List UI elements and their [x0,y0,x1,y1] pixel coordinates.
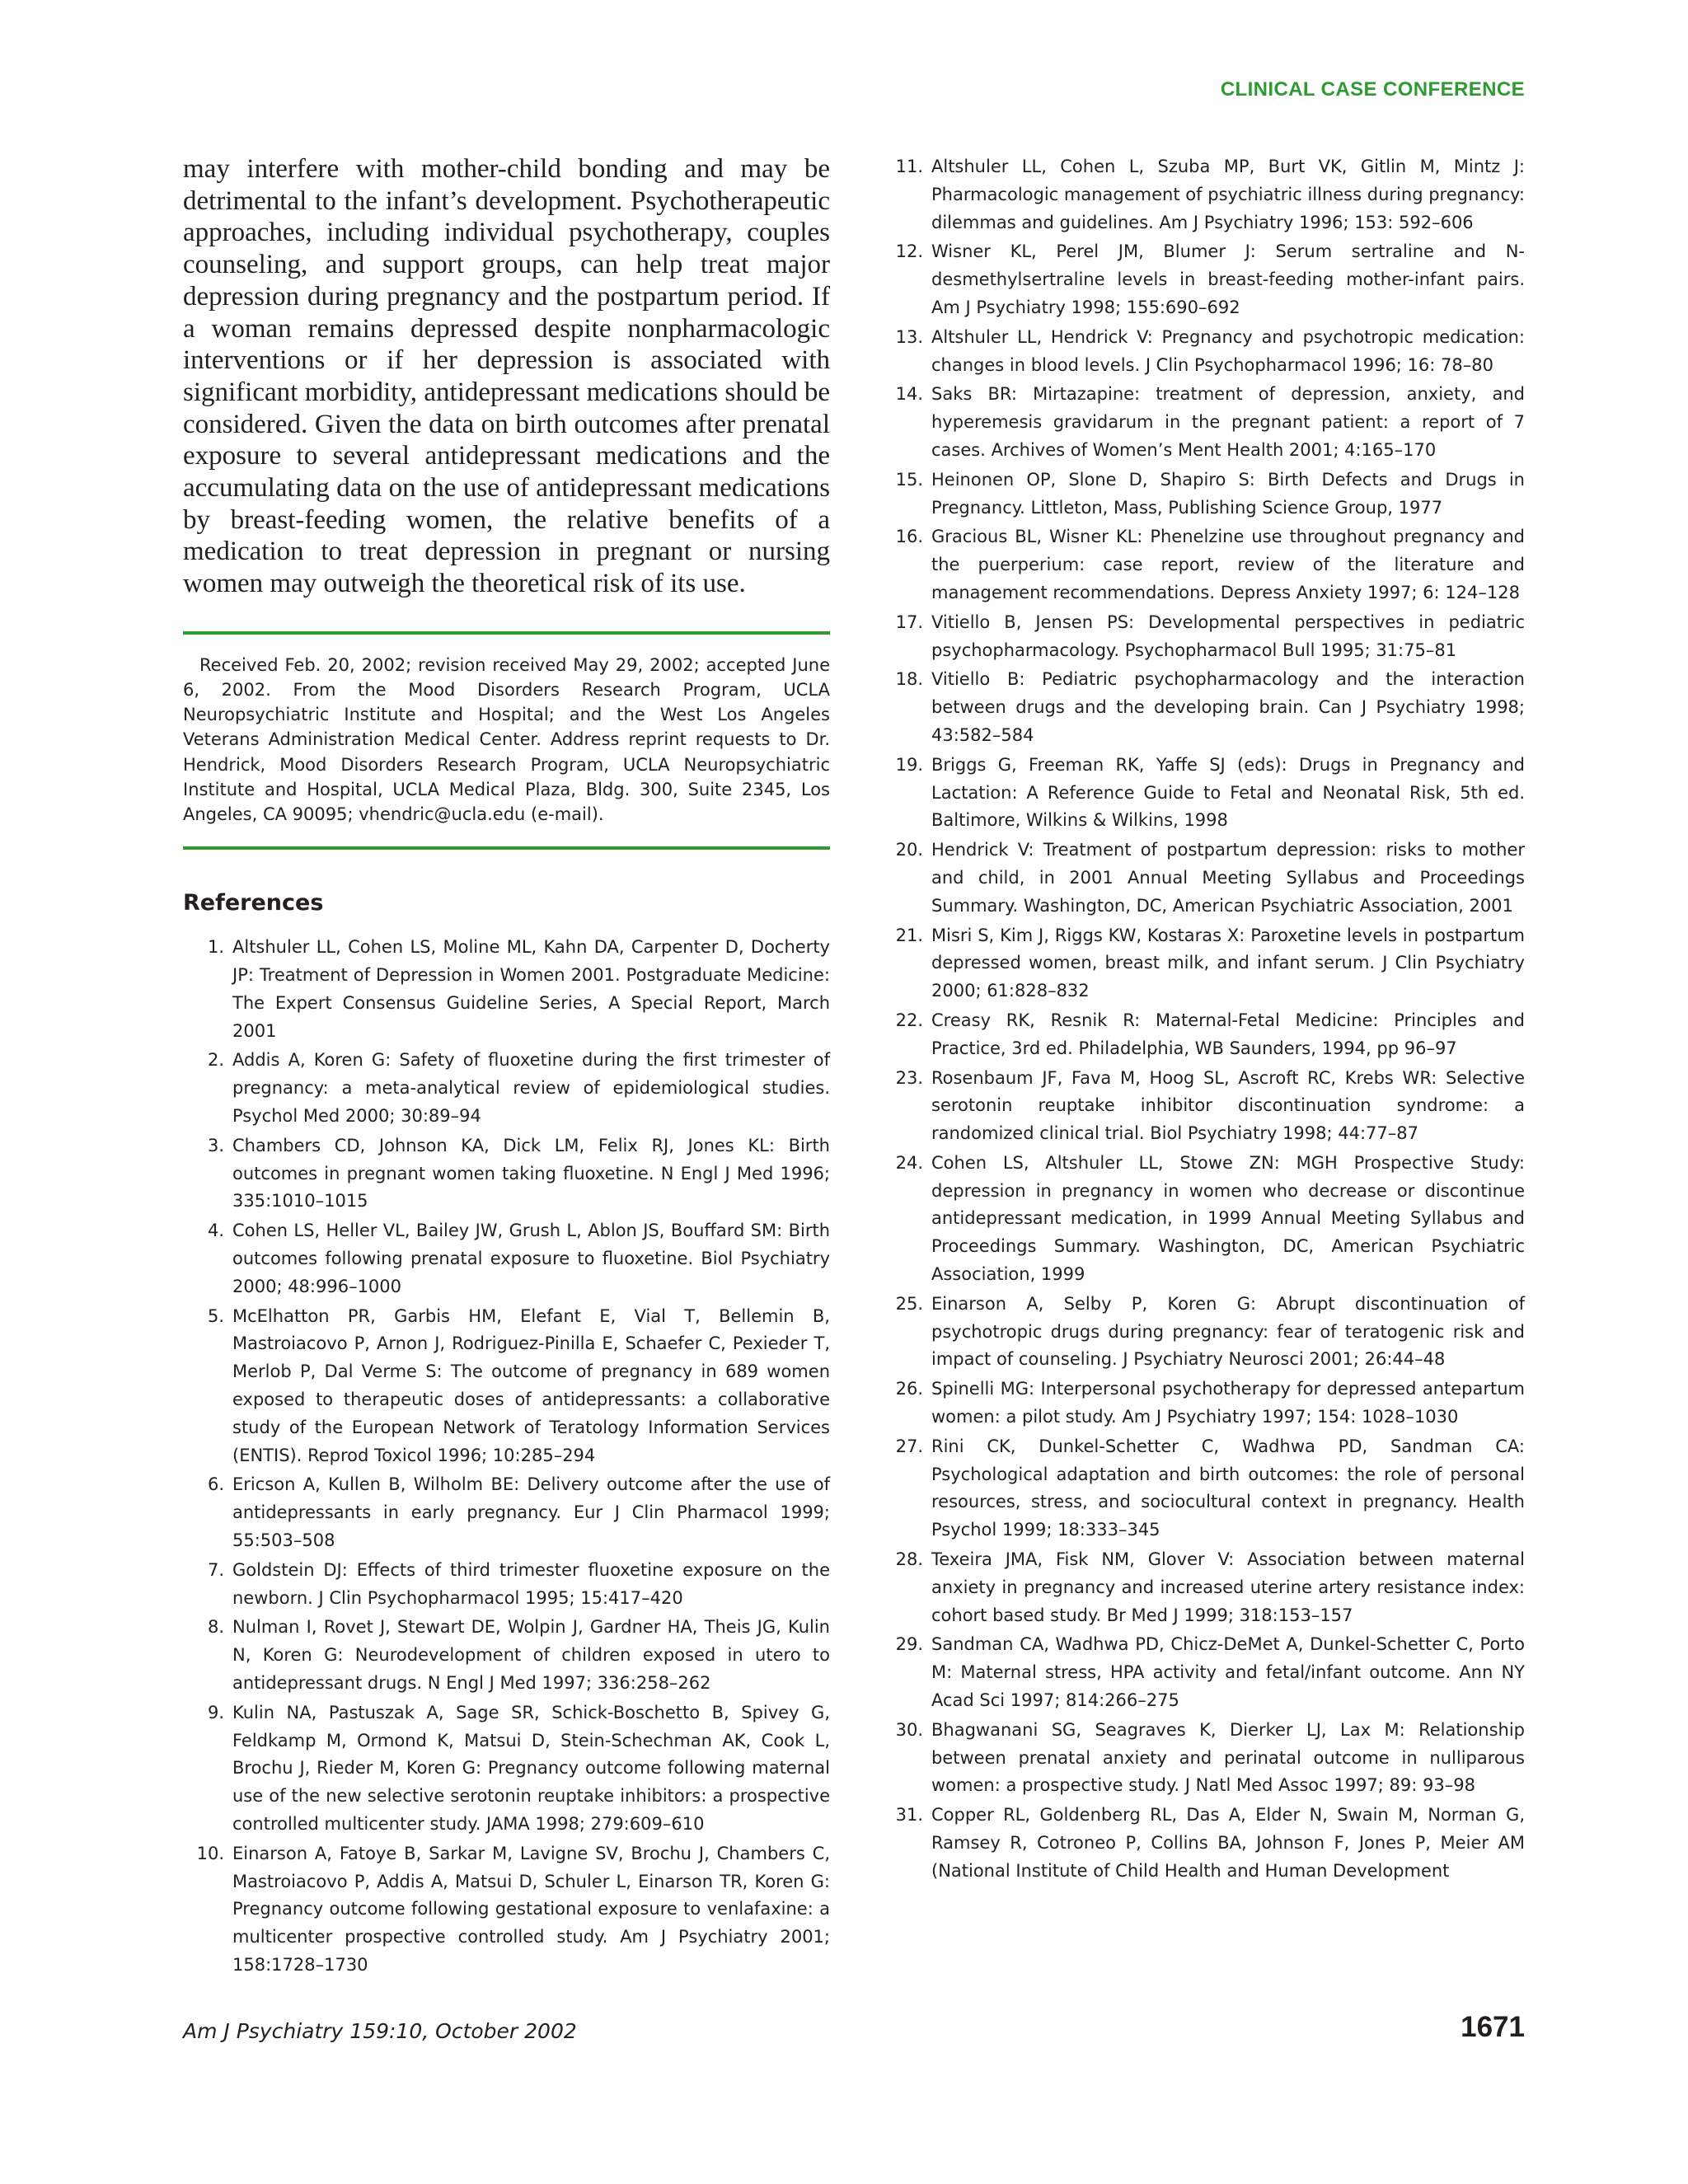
reference-item [882,922,1525,1005]
reference-item [882,466,1525,523]
reference-number: 4. [207,1221,224,1241]
reference-text: Cohen LS, Altshuler LL, Stowe ZN: MGH Prospective Study: depression in pregnancy in women who decrease or discontinue antidepressant medication, in 1999 Annual Meeting Syllabus and Proceedings Summary. Washington, DC, American Psychiatric Association, 1999 [931,1152,1525,1285]
reference-number: 15. [895,469,923,490]
right-column [882,153,1525,1887]
reference-item [183,1699,830,1839]
reference-number: 19. [895,754,923,775]
reference-number: 26. [895,1379,923,1399]
reference-number: 30. [895,1719,923,1740]
reference-item [882,1376,1525,1432]
reference-item [183,1047,830,1130]
reference-item [882,1291,1525,1374]
reference-text: Sandman CA, Wadhwa PD, Chicz-DeMet A, Dunkel-Schetter C, Porto M: Maternal stress, HPA activity and fetal/infant outcome. Ann NY Acad Sci 1997; 814:266–275 [931,1634,1525,1711]
reference-number: 17. [895,612,923,632]
reference-text: Rosenbaum JF, Fava M, Hoog SL, Ascroft RC, Krebs WR: Selective serotonin reuptake inhibitor discontinuation syndrome: a randomized clinical trial. Biol Psychiatry 1998; 44:77–87 [931,1067,1525,1144]
reference-item [882,1007,1525,1063]
page-number: 1671 [1461,2011,1525,2043]
reference-item [882,523,1525,607]
reference-number: 7. [207,1559,224,1580]
reference-text: Texeira JMA, Fisk NM, Glover V: Association between maternal anxiety in pregnancy and increased uterine artery resistance index: cohort based study. Br Med J 1999; 318:153–157 [931,1549,1525,1625]
reference-number: 24. [895,1152,923,1173]
reference-text: Vitiello B, Jensen PS: Developmental perspectives in pediatric psychopharmacology. Psychopharmacol Bull 1995; 31:75–81 [931,612,1525,660]
reference-number: 5. [207,1305,224,1326]
reference-number: 2. [207,1050,224,1071]
reference-number: 27. [895,1436,923,1456]
reference-text: Hendrick V: Treatment of postpartum depression: risks to mother and child, in 2001 Annual Meeting Syllabus and Proceedings Summary. Washington, DC, American Psychiatric Association, 2001 [931,840,1525,916]
reference-item [882,1150,1525,1289]
reference-item [882,1433,1525,1544]
reference-text: McElhatton PR, Garbis HM, Elefant E, Vial T, Bellemin B, Mastroiacovo P, Arnon J, Rodriguez-Pinilla E, Schaefer C, Pexieder T, Merlob P, Dal Verme S: The outcome of pregnancy in 689 women exposed to therapeutic doses of antidepressants: a collaborative study of the European Network of Teratology Information Services (ENTIS). Reprod Toxicol 1996; 10:285–294 [232,1305,830,1465]
reference-number: 6. [207,1474,224,1495]
reference-list-right [882,153,1525,1886]
reference-item [882,752,1525,835]
reference-text: Rini CK, Dunkel-Schetter C, Wadhwa PD, Sandman CA: Psychological adaptation and birth outcomes: the role of personal resources, stress, and sociocultural context in pregnancy. Health Psychol 1999; 18:333–345 [931,1436,1525,1540]
references-heading: References [183,890,324,916]
body-paragraph: may interfere with mother-child bonding and may be detrimental to the infant’s development. Psychotherapeutic approaches, including individual psychotherapy, couples counseling, and support groups, can help treat major depression during pregnancy and the postpartum period. If a woman remains depressed despite nonpharmacologic interventions or if her depression is associated with significant morbidity, antidepressant medications should be considered. Given the data on birth outcomes after prenatal exposure to several antidepressant medications and the accumulating data on the use of antidepressant medications by breast-feeding women, the relative benefits of a medication to treat depression in pregnant or nursing women may outweigh the theoretical risk of its use. [183,154,830,599]
reference-number: 12. [895,241,923,262]
reference-item [882,666,1525,749]
reference-number: 1. [207,937,224,958]
reference-text: Briggs G, Freeman RK, Yaffe SJ (eds): Drugs in Pregnancy and Lactation: A Reference Guide to Fetal and Neonatal Risk, 5th ed. Baltimore, Wilkins & Wilkins, 1998 [931,754,1525,831]
reference-item [183,1303,830,1470]
reference-number: 18. [895,669,923,690]
reference-number: 3. [207,1135,224,1155]
reference-text: Bhagwanani SG, Seagraves K, Dierker LJ, Lax M: Relationship between prenatal anxiety and perinatal outcome in nulliparous women: a prospective study. J Natl Med Assoc 1997; 89: 93–98 [931,1719,1525,1796]
reference-item [183,1471,830,1554]
reference-text: Vitiello B: Pediatric psychopharmacology and the interaction between drugs and the developing brain. Can J Psychiatry 1998; 43:582–584 [931,669,1525,745]
reference-item [882,153,1525,237]
reference-number: 9. [207,1702,224,1722]
reference-text: Cohen LS, Heller VL, Bailey JW, Grush L, Ablon JS, Bouffard SM: Birth outcomes following prenatal exposure to fluoxetine. Biol Psychiatry 2000; 48:996–1000 [232,1221,830,1296]
reference-item [882,238,1525,321]
reference-number: 21. [895,925,923,945]
reference-text: Nulman I, Rovet J, Stewart DE, Wolpin J, Gardner HA, Theis JG, Kulin N, Koren G: Neurodevelopment of children exposed in utero to antidepressant drugs. N Engl J Med 1997; 336:258–262 [232,1617,830,1693]
reference-item [882,1717,1525,1800]
reference-text: Wisner KL, Perel JM, Blumer J: Serum sertraline and N-desmethylsertraline levels in breast-feeding mother-infant pairs. Am J Psychiatry 1998; 155:690–692 [931,241,1525,317]
reference-text: Addis A, Koren G: Safety of fluoxetine during the first trimester of pregnancy: a meta-analytical review of epidemiological studies. Psychol Med 2000; 30:89–94 [232,1050,830,1127]
reference-text: Creasy RK, Resnik R: Maternal-Fetal Medicine: Principles and Practice, 3rd ed. Philadelphia, WB Saunders, 1994, pp 96–97 [931,1010,1525,1058]
reference-text: Goldstein DJ: Effects of third trimester fluoxetine exposure on the newborn. J Clin Psychopharmacol 1995; 15:417–420 [232,1559,830,1608]
reference-number: 14. [895,384,923,405]
footer-journal-citation: Am J Psychiatry 159:10, October 2002 [183,2019,577,2043]
reference-item [183,1132,830,1216]
reference-item [882,1802,1525,1885]
reference-text: Copper RL, Goldenberg RL, Das A, Elder N, Swain M, Norman G, Ramsey R, Cotroneo P, Collins BA, Johnson F, Jones P, Meier AM (National Institute of Child Health and Human Development [931,1805,1525,1881]
reference-number: 20. [895,840,923,860]
reference-text: Altshuler LL, Hendrick V: Pregnancy and psychotropic medication: changes in blood levels. J Clin Psychopharmacol 1996; 16: 78–80 [931,326,1525,375]
section-header: CLINICAL CASE CONFERENCE [1220,78,1525,101]
reference-item [183,1557,830,1613]
reference-number: 16. [895,527,923,547]
reference-item [882,837,1525,920]
reference-text: Chambers CD, Johnson KA, Dick LM, Felix RJ, Jones KL: Birth outcomes in pregnant women taking fluoxetine. N Engl J Med 1996; 335:1010–1015 [232,1135,830,1212]
reference-number: 28. [895,1549,923,1570]
reference-item [183,1840,830,1980]
reference-item [183,1217,830,1301]
reference-number: 13. [895,326,923,347]
reference-number: 31. [895,1805,923,1825]
reference-text: Misri S, Kim J, Riggs KW, Kostaras X: Paroxetine levels in postpartum depressed women, breast milk, and infant serum. J Clin Psychiatry 2000; 61:828–832 [931,925,1525,1001]
received-note-box [183,631,830,850]
reference-item [882,1546,1525,1629]
reference-text: Heinonen OP, Slone D, Shapiro S: Birth Defects and Drugs in Pregnancy. Littleton, Mass, Publishing Science Group, 1977 [931,469,1525,518]
reference-text: Altshuler LL, Cohen LS, Moline ML, Kahn DA, Carpenter D, Docherty JP: Treatment of Depression in Women 2001. Postgraduate Medicine: The Expert Consensus Guideline Series, A Special Report, March 2001 [232,937,830,1041]
reference-text: Spinelli MG: Interpersonal psychotherapy for depressed antepartum women: a pilot study. Am J Psychiatry 1997; 154: 1028–1030 [931,1379,1525,1427]
reference-number: 23. [895,1067,923,1088]
reference-text: Kulin NA, Pastuszak A, Sage SR, Schick-Boschetto B, Spivey G, Feldkamp M, Ormond K, Matsui D, Stein-Schechman AK, Cook L, Brochu J, Rieder M, Koren G: Pregnancy outcome following maternal use of the new selective serotonin reuptake inhibitors: a prospective controlled multicenter study. JAMA 1998; 279:609–610 [232,1702,830,1834]
reference-number: 29. [895,1634,923,1655]
received-note: Received Feb. 20, 2002; revision received May 29, 2002; accepted June 6, 2002. From the Mood Disorders Research Program, UCLA Neuropsychiatric Institute and Hospital; and the West Los Angeles Veterans Administration Medical Center. Address reprint requests to Dr. Hendrick, Mood Disorders Research Program, UCLA Neuropsychiatric Institute and Hospital, UCLA Medical Plaza, Bldg. 300, Suite 2345, Los Angeles, CA 90095; vhendric@ucla.edu (e-mail). [183,654,830,825]
reference-item [882,381,1525,464]
reference-item [183,1614,830,1697]
reference-item [882,1631,1525,1714]
reference-item [183,934,830,1045]
reference-number: 10. [196,1843,224,1863]
reference-text: Gracious BL, Wisner KL: Phenelzine use throughout pregnancy and the puerperium: case report, review of the literature and management recommendations. Depress Anxiety 1997; 6: 124–128 [931,527,1525,602]
reference-text: Altshuler LL, Cohen L, Szuba MP, Burt VK, Gitlin M, Mintz J: Pharmacologic management of psychiatric illness during pregnancy: dilemmas and guidelines. Am J Psychiatry 1996; 153: 592–606 [931,157,1525,232]
left-column [183,153,830,1981]
reference-number: 25. [895,1293,923,1314]
reference-text: Ericson A, Kullen B, Wilholm BE: Delivery outcome after the use of antidepressants in early pregnancy. Eur J Clin Pharmacol 1999; 55:503–508 [232,1474,830,1550]
reference-item [882,609,1525,665]
reference-item [882,324,1525,380]
reference-list-left [183,934,830,1979]
reference-text: Einarson A, Selby P, Koren G: Abrupt discontinuation of psychotropic drugs during pregnancy: fear of teratogenic risk and impact of counseling. J Psychiatry Neurosci 2001; 26:44–48 [931,1293,1525,1370]
reference-number: 22. [895,1010,923,1030]
reference-number: 8. [207,1617,224,1638]
reference-text: Einarson A, Fatoye B, Sarkar M, Lavigne SV, Brochu J, Chambers C, Mastroiacovo P, Addis A, Matsui D, Schuler L, Einarson TR, Koren G: Pregnancy outcome following gestational exposure to venlafaxine: a multicenter prospective controlled study. Am J Psychiatry 2001; 158:1728–1730 [232,1843,830,1975]
reference-number: 11. [895,157,923,176]
reference-item [882,1065,1525,1148]
reference-text: Saks BR: Mirtazapine: treatment of depression, anxiety, and hyperemesis gravidarum in the pregnant patient: a report of 7 cases. Archives of Women’s Ment Health 2001; 4:165–170 [931,384,1525,460]
